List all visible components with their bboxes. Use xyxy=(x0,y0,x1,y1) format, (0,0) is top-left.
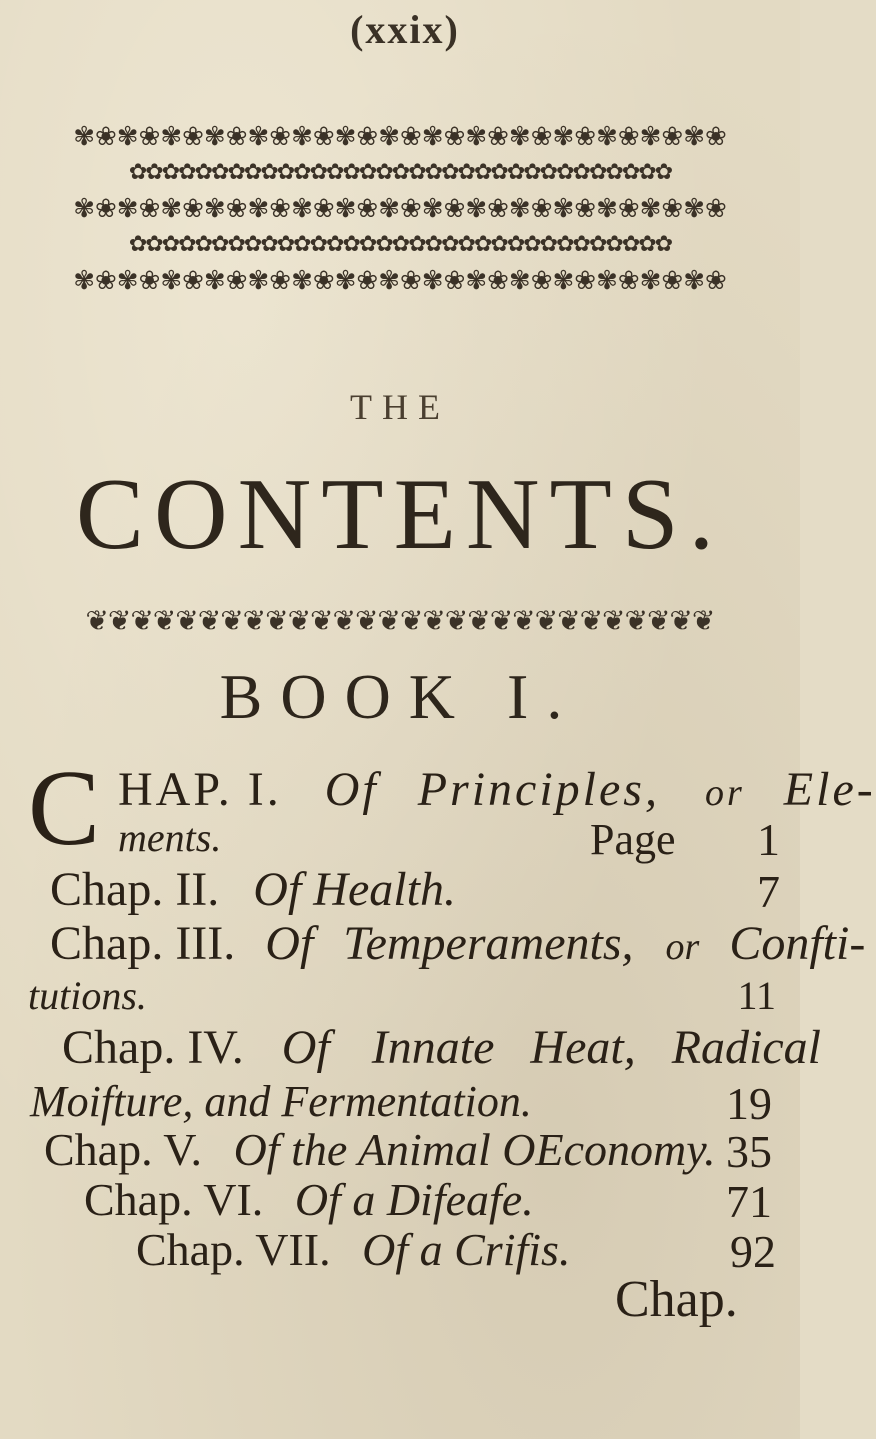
ornament-row: ✾❀✾❀✾❀✾❀✾❀✾❀✾❀✾❀✾❀✾❀✾❀✾❀✾❀✾❀✾❀ xyxy=(73,194,727,224)
chapter-title: Of Health. xyxy=(253,863,456,916)
page-number: 7 xyxy=(757,866,780,917)
ornament-row: ✿✿✿✿✿✿✿✿✿✿✿✿✿✿✿✿✿✿✿✿✿✿✿✿✿✿✿✿✿✿✿✿✿ xyxy=(128,160,672,185)
list-item xyxy=(50,862,456,918)
chapter-title: Confti- xyxy=(729,917,866,970)
list-item xyxy=(28,968,147,1024)
drop-cap: C xyxy=(28,749,101,868)
chapter-title-cont: tutions. xyxy=(28,973,147,1018)
page-number: 71 xyxy=(726,1176,772,1227)
list-item xyxy=(50,916,865,975)
list-item xyxy=(62,1020,821,1076)
chapter-title: Of the Animal OEconomy. xyxy=(233,1124,716,1175)
page-number: 11 xyxy=(737,973,776,1018)
page-label: Page xyxy=(590,815,676,864)
chapter-label: HAP. I. xyxy=(118,763,282,816)
chapter-title-cont: ments. xyxy=(118,815,222,860)
list-item xyxy=(136,1222,570,1278)
chapter-title: Temperaments, xyxy=(343,917,634,970)
chapter-title: Of a Crifis. xyxy=(362,1224,571,1275)
page-number: 35 xyxy=(726,1126,772,1177)
chapter-title-cont: Moifture, and Fermentation. xyxy=(30,1077,532,1126)
list-item xyxy=(118,810,221,866)
chapter-title: Of xyxy=(281,1021,330,1074)
catchword: Chap. xyxy=(615,1271,738,1328)
ornament-row: ✿✿✿✿✿✿✿✿✿✿✿✿✿✿✿✿✿✿✿✿✿✿✿✿✿✿✿✿✿✿✿✿✿ xyxy=(128,232,672,257)
ornament-row: ✾❀✾❀✾❀✾❀✾❀✾❀✾❀✾❀✾❀✾❀✾❀✾❀✾❀✾❀✾❀ xyxy=(73,266,727,296)
page-number: 92 xyxy=(730,1226,776,1277)
ornament-row: ✾❀✾❀✾❀✾❀✾❀✾❀✾❀✾❀✾❀✾❀✾❀✾❀✾❀✾❀✾❀ xyxy=(73,122,727,152)
chapter-label: Chap. II. xyxy=(50,863,220,916)
chapter-title: Ele- xyxy=(783,763,876,816)
chapter-label: Chap. IV. xyxy=(62,1021,244,1074)
chapter-title: or xyxy=(665,926,700,968)
chapter-label: Chap. VII. xyxy=(136,1224,331,1275)
chapter-label: Chap. III. xyxy=(50,917,236,970)
book-heading: BOOK I. xyxy=(219,661,581,732)
header-word: THE xyxy=(350,387,450,427)
page-signature: (xxix) xyxy=(350,7,460,52)
page-number: 19 xyxy=(726,1078,772,1129)
chapter-title: Of xyxy=(265,917,314,970)
chapter-title: Of a Difeafe. xyxy=(294,1174,534,1225)
chapter-title: Of xyxy=(324,763,379,816)
page-number: 1 xyxy=(757,814,780,865)
ornament-rule: ❦❦❦❦❦❦❦❦❦❦❦❦❦❦❦❦❦❦❦❦❦❦❦❦❦❦❦❦ xyxy=(85,604,715,637)
chapter-label: Chap. V. xyxy=(44,1124,203,1175)
chapter-label: Chap. VI. xyxy=(84,1174,264,1225)
list-item xyxy=(44,1122,716,1178)
chapter-title: Heat, xyxy=(530,1021,636,1074)
chapter-title: or xyxy=(704,772,745,814)
chapter-title: Principles, xyxy=(417,763,660,816)
page-title: CONTENTS. xyxy=(75,458,725,571)
chapter-title: Innate xyxy=(371,1021,495,1074)
chapter-title: Radical xyxy=(671,1021,822,1074)
list-item xyxy=(84,1172,534,1228)
